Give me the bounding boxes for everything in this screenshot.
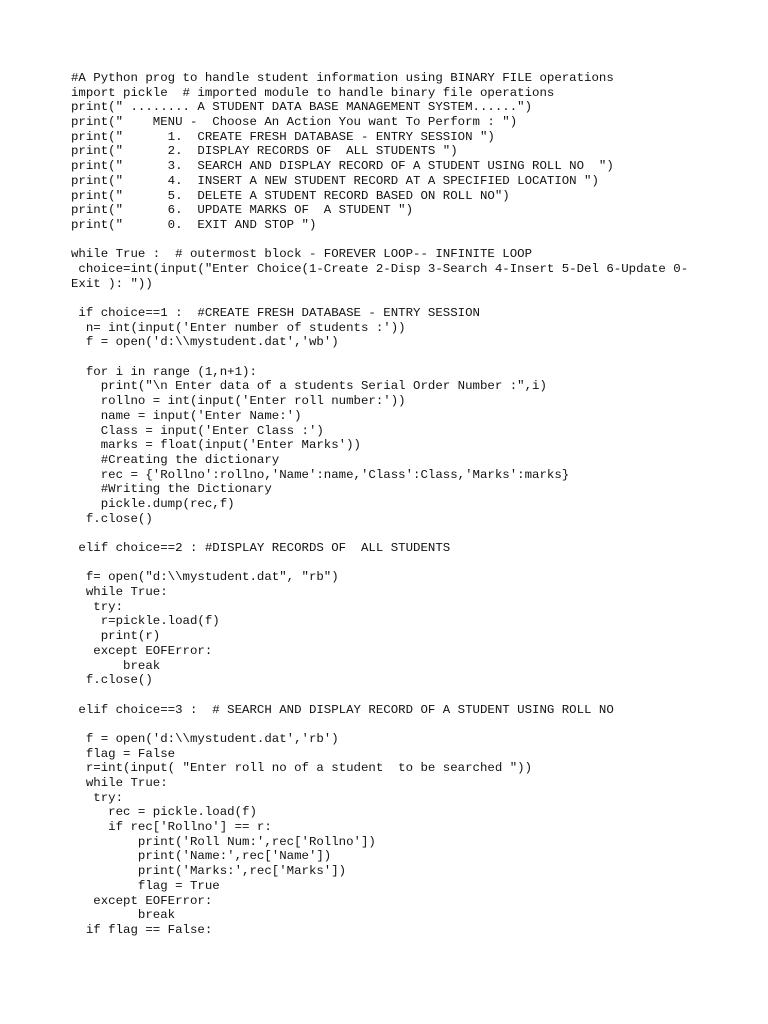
code-line [71, 556, 751, 571]
code-line [71, 526, 751, 541]
code-line: elif choice==2 : #DISPLAY RECORDS OF ALL STUDENTS [71, 541, 451, 555]
code-line: print(" 0. EXIT AND STOP ") [71, 217, 317, 232]
code-line: elif choice==3 : # SEARCH AND DISPLAY RECORD OF A STUDENT USING ROLL NO [71, 702, 614, 717]
code-line: if choice==1 : #CREATE FRESH DATABASE - ENTRY SESSION [71, 306, 480, 320]
code-line: Class = input('Enter Class :') [71, 423, 324, 438]
code-line: print('Roll Num:',rec['Rollno']) [71, 834, 376, 849]
code-line: Exit ): ")) [71, 276, 153, 291]
code-line: break [71, 908, 176, 923]
code-line: f= open("d:\\mystudent.dat", "rb") [71, 570, 339, 585]
code-line: print('Marks:',rec['Marks']) [71, 864, 347, 879]
code-line: while True : # outermost block - FOREVER LOOP-- INFINITE LOOP [71, 247, 533, 262]
code-line: rollno = int(input('Enter roll number:')) [71, 394, 406, 409]
code-line [71, 233, 751, 248]
code-line: #A Python prog to handle student information using BINARY FILE operations [71, 71, 614, 85]
code-line: r=int(input( "Enter roll no of a student to be searched ")) [71, 761, 533, 776]
code-line: #Creating the dictionary [71, 452, 280, 467]
code-line: print(" 2. DISPLAY RECORDS OF ALL STUDENTS ") [71, 144, 458, 159]
code-line: print(" 6. UPDATE MARKS OF A STUDENT ") [71, 203, 414, 218]
code-line: choice=int(input("Enter Choice(1-Create 2-Disp 3-Search 4-Insert 5-Del 6-Update 0- [71, 261, 689, 276]
code-line [71, 291, 751, 306]
code-line: r=pickle.load(f) [71, 614, 220, 629]
code-line: print("\n Enter data of a students Serial Order Number :",i) [71, 379, 547, 394]
code-line: print('Name:',rec['Name']) [71, 849, 332, 864]
code-line: import pickle # imported module to handle binary file operations [71, 85, 555, 100]
code-line: print(" 4. INSERT A NEW STUDENT RECORD AT A SPECIFIED LOCATION ") [71, 173, 599, 188]
code-line: try: [71, 599, 124, 614]
code-line: f.close() [71, 673, 153, 688]
code-line: name = input('Enter Name:') [71, 408, 302, 423]
document-page [71, 71, 751, 938]
code-line: n= int(input('Enter number of students :')) [71, 320, 406, 335]
code-line: break [71, 658, 161, 673]
code-line: print(" 1. CREATE FRESH DATABASE - ENTRY SESSION ") [71, 129, 495, 144]
code-line: print(" ........ A STUDENT DATA BASE MANAGEMENT SYSTEM......") [71, 100, 533, 115]
code-line [71, 350, 751, 365]
code-line: while True: [71, 776, 168, 790]
code-line: pickle.dump(rec,f) [71, 496, 235, 511]
code-line: rec = pickle.load(f) [71, 805, 257, 820]
code-line: f = open('d:\\mystudent.dat','wb') [71, 335, 339, 350]
code-line: if flag == False: [71, 922, 213, 937]
code-line: flag = False [71, 746, 176, 761]
code-line: if rec['Rollno'] == r: [71, 820, 272, 835]
code-line: #Writing the Dictionary [71, 482, 272, 497]
code-line: print(r) [71, 629, 161, 644]
code-line: except EOFError: [71, 643, 213, 658]
code-line: print(" MENU - Choose An Action You want To Perform : ") [71, 115, 518, 130]
code-line: print(" 3. SEARCH AND DISPLAY RECORD OF A STUDENT USING ROLL NO ") [71, 159, 614, 174]
code-line: flag = True [71, 878, 220, 893]
code-line: except EOFError: [71, 893, 213, 908]
python-code-block [71, 71, 751, 938]
code-line: marks = float(input('Enter Marks')) [71, 438, 361, 453]
code-line [71, 717, 751, 732]
code-line [71, 688, 751, 703]
code-line: f = open('d:\\mystudent.dat','rb') [71, 731, 339, 746]
code-line: f.close() [71, 511, 153, 526]
code-line: while True: [71, 585, 168, 600]
code-line: print(" 5. DELETE A STUDENT RECORD BASED ON ROLL NO") [71, 188, 510, 203]
code-line: rec = {'Rollno':rollno,'Name':name,'Class':Class,'Marks':marks} [71, 467, 570, 482]
code-line: for i in range (1,n+1): [71, 364, 257, 379]
code-line: try: [71, 790, 124, 805]
